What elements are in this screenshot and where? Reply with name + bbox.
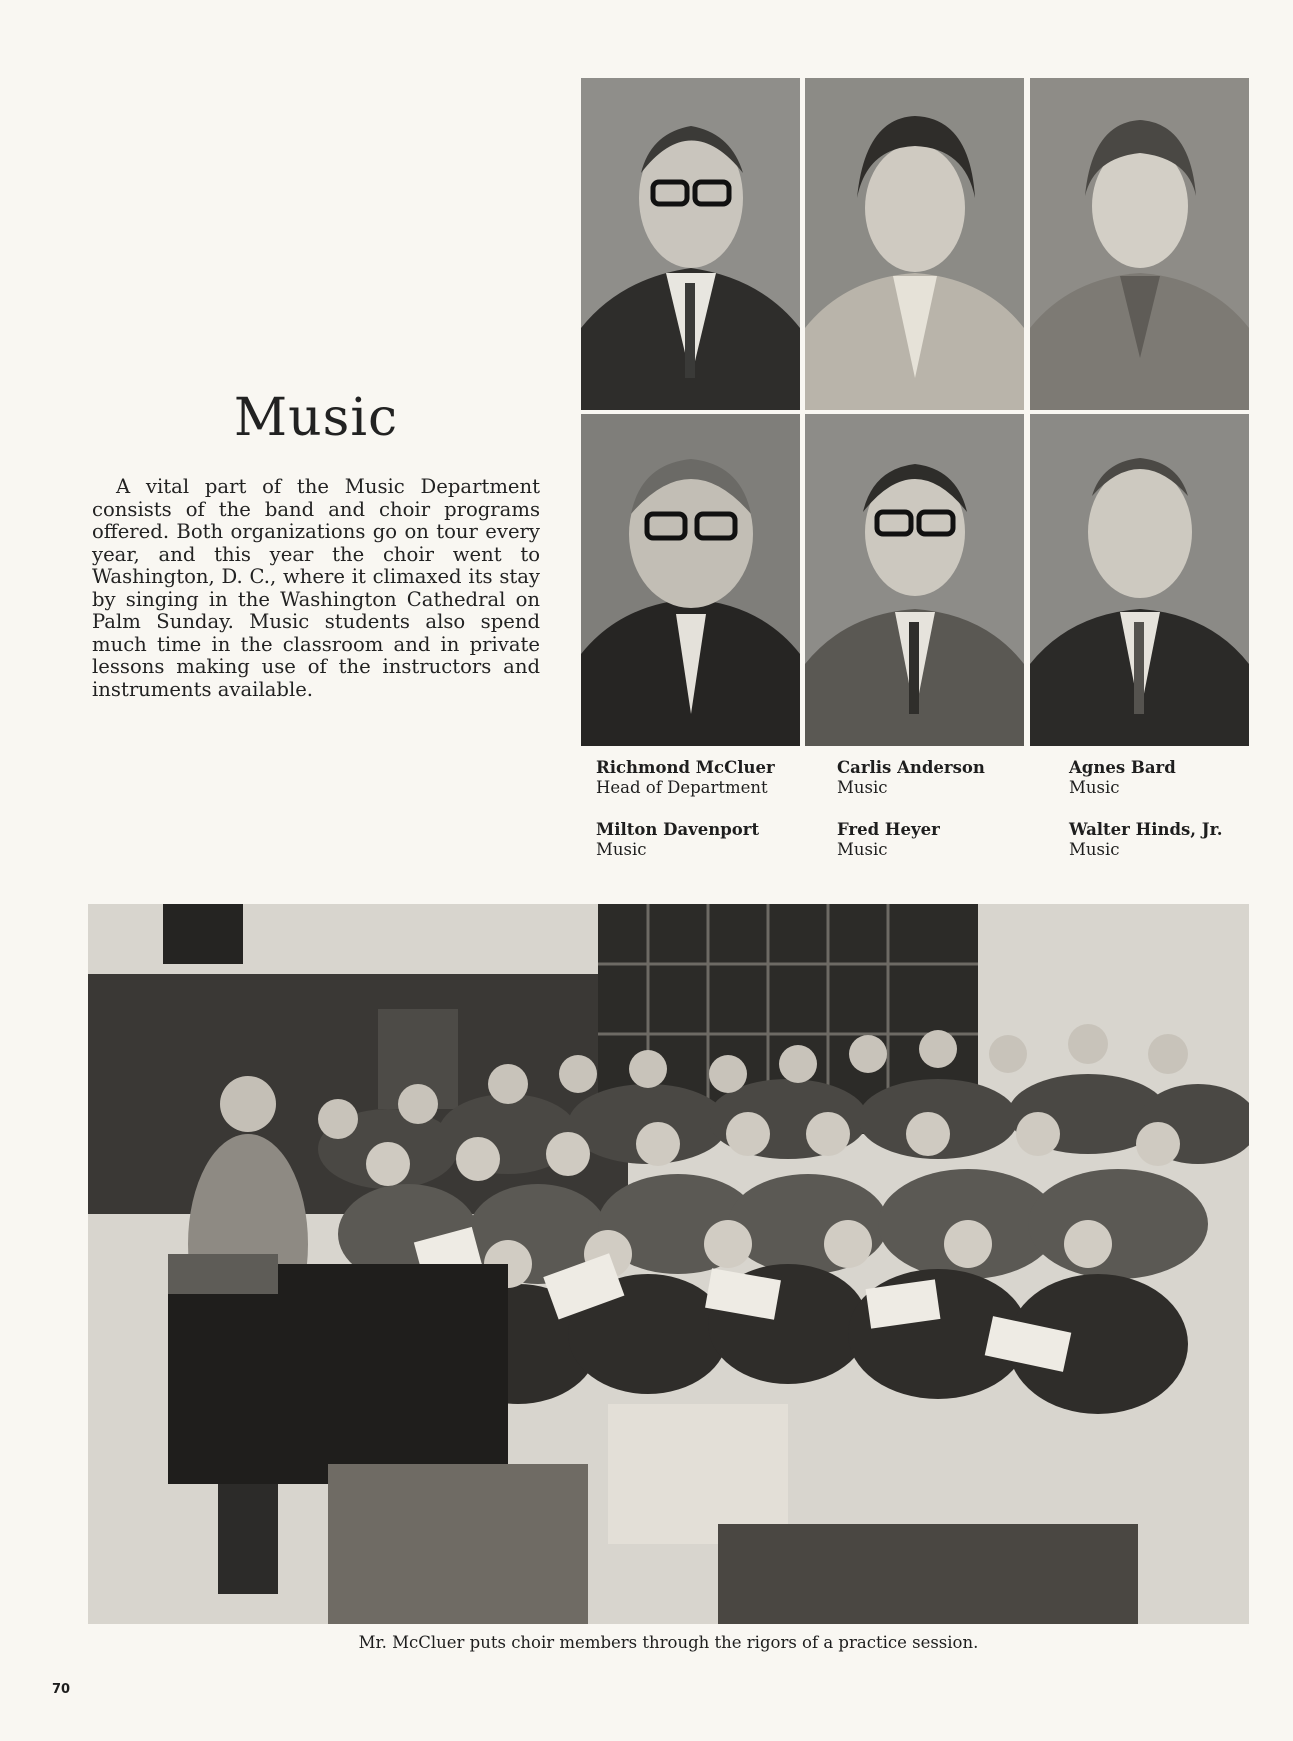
staff-name: Richmond McCluer [596,758,775,777]
portrait-photo [581,414,800,746]
staff-caption [596,820,826,860]
staff-caption [837,758,1067,798]
staff-name: Fred Heyer [837,820,940,839]
page-title: Music [233,388,399,448]
portrait-photo [1030,78,1249,410]
portrait-photo [581,78,800,410]
section-body-text: A vital part of the Music Department consists of the band and choir programs offered. Both organizations go on tour every year, and this year the choir went to Washington, D. C., where it climaxed its stay by singing in the Washington Cathedral on Palm Sunday. Music students also spend much time in the classroom and in private lessons making use of the instructors and instruments available. [92,475,540,701]
staff-role: Music [1069,840,1120,859]
staff-role: Music [596,840,647,859]
staff-name: Milton Davenport [596,820,760,839]
staff-role: Music [837,778,888,797]
staff-caption [596,758,826,798]
staff-name: Walter Hinds, Jr. [1069,820,1223,839]
staff-role: Music [1069,778,1120,797]
staff-name: Carlis Anderson [837,758,985,777]
portrait-photo [805,78,1024,410]
portrait-photo [1030,414,1249,746]
staff-caption [837,820,1067,860]
portrait-photo [805,414,1024,746]
staff-caption [1069,758,1293,798]
staff-role: Head of Department [596,778,768,797]
choir-group-photo [88,904,1249,1624]
staff-name: Agnes Bard [1069,758,1176,777]
staff-role: Music [837,840,888,859]
page-number: 70 [52,1682,71,1697]
staff-caption [1069,820,1293,860]
photo-caption: Mr. McCluer puts choir members through the rigors of a practice session. [358,1633,979,1652]
